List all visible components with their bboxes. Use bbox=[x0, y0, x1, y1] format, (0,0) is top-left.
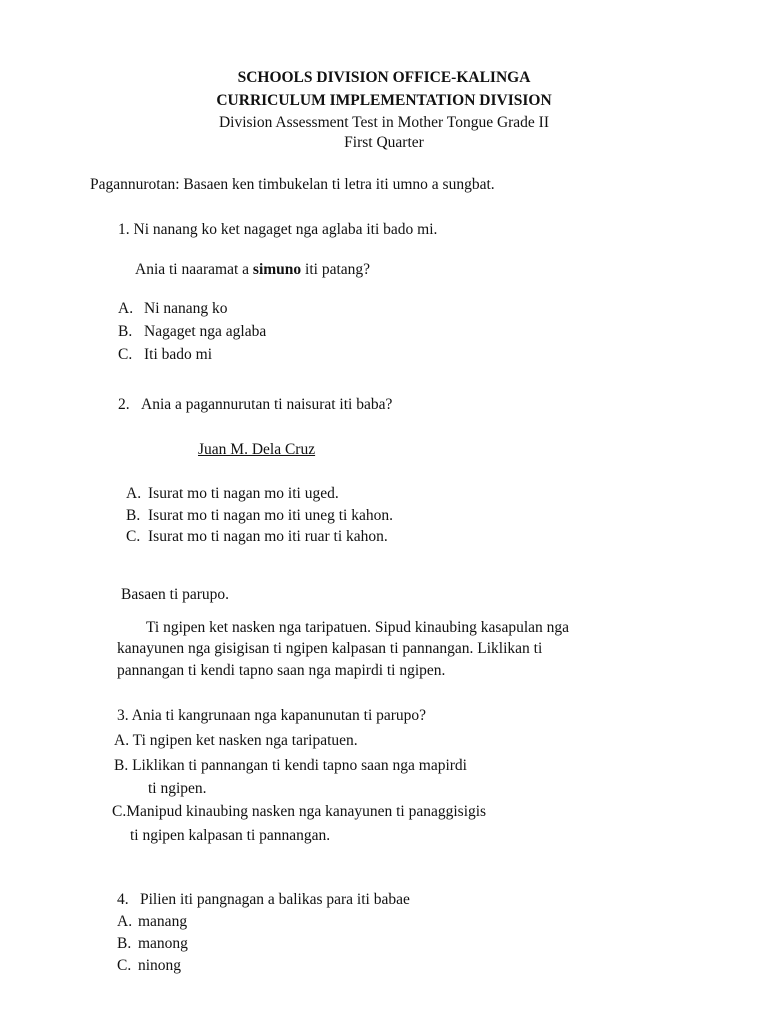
question-1-prompt bbox=[135, 260, 370, 280]
question-2-text: Ania a pagannurutan ti naisurat iti baba? bbox=[141, 396, 393, 413]
choice-letter: C. bbox=[126, 528, 141, 545]
choice-letter: A. bbox=[126, 485, 142, 502]
question-4-choice-a[interactable] bbox=[117, 912, 187, 932]
question-2-choice-a[interactable] bbox=[126, 484, 339, 504]
choice-letter: A. bbox=[118, 300, 134, 317]
reading-title: Basaen ti parupo. bbox=[121, 586, 230, 603]
question-1-prompt-keyword: simuno bbox=[252, 261, 302, 278]
choice-text: Isurat mo ti nagan mo iti ruar ti kahon. bbox=[148, 528, 388, 545]
reading-line-3: pannangan ti kendi tapno saan nga mapirdi ti ngipen. bbox=[117, 662, 446, 679]
question-1 bbox=[118, 220, 437, 240]
choice-text: Isurat mo ti nagan mo iti uged. bbox=[148, 485, 339, 502]
question-1-choice-c[interactable] bbox=[118, 345, 212, 365]
choice-letter: C. bbox=[117, 957, 132, 974]
question-2 bbox=[118, 395, 392, 415]
question-1-choice-b[interactable] bbox=[118, 322, 266, 342]
question-4-choice-b[interactable] bbox=[117, 934, 188, 954]
reading-line-2: kanayunen nga gisigisan ti ngipen kalpasan ti pannangan. Liklikan ti bbox=[117, 640, 543, 657]
question-3-choice-a[interactable]: A. Ti ngipen ket nasken nga taripatuen. bbox=[114, 732, 358, 749]
question-2-choice-b[interactable] bbox=[126, 506, 393, 526]
choice-text: manong bbox=[138, 935, 188, 952]
header-school-division: SCHOOLS DIVISION OFFICE-KALINGA bbox=[237, 69, 531, 86]
choice-letter: B. bbox=[117, 935, 132, 952]
question-3-choice-c[interactable]: C.Manipud kinaubing nasken nga kanayunen ti panaggisigis bbox=[112, 803, 487, 820]
header-curriculum-division: CURRICULUM IMPLEMENTATION DIVISION bbox=[216, 92, 552, 109]
question-1-text: Ni nanang ko ket nagaget nga aglaba iti bado mi. bbox=[133, 221, 438, 238]
question-1-prompt-after: iti patang? bbox=[301, 261, 371, 278]
choice-text: ninong bbox=[138, 957, 182, 974]
question-2-number: 2. bbox=[118, 396, 130, 413]
question-3-choice-b-cont[interactable]: ti ngipen. bbox=[148, 780, 207, 797]
question-1-prompt-before: Ania ti naaramat a bbox=[135, 261, 253, 278]
reading-line-1: Ti ngipen ket nasken nga taripatuen. Sipud kinaubing kasapulan nga bbox=[146, 619, 570, 636]
sample-name: Juan M. Dela Cruz bbox=[198, 441, 316, 458]
question-4-choice-c[interactable] bbox=[117, 956, 181, 976]
choice-text: Nagaget nga aglaba bbox=[144, 323, 267, 340]
choice-letter: B. bbox=[118, 323, 133, 340]
question-3-choice-b[interactable]: B. Liklikan ti pannangan ti kendi tapno saan nga mapirdi bbox=[114, 757, 467, 774]
choice-text: Isurat mo ti nagan mo iti uneg ti kahon. bbox=[148, 507, 393, 524]
choice-letter: A. bbox=[117, 913, 133, 930]
instructions: Pagannurotan: Basaen ken timbukelan ti letra iti umno a sungbat. bbox=[90, 176, 495, 193]
question-1-choice-a[interactable] bbox=[118, 299, 228, 319]
header-test-title: Division Assessment Test in Mother Tongue Grade II bbox=[218, 114, 550, 131]
choice-letter: B. bbox=[126, 507, 141, 524]
question-4-text: Pilien iti pangnagan a balikas para iti babae bbox=[140, 891, 410, 908]
question-2-choice-c[interactable] bbox=[126, 527, 388, 547]
header-quarter: First Quarter bbox=[344, 134, 424, 151]
question-1-number: 1. bbox=[118, 221, 130, 238]
choice-text: Ni nanang ko bbox=[144, 300, 228, 317]
choice-text: manang bbox=[138, 913, 188, 930]
choice-letter: C. bbox=[118, 346, 133, 363]
question-4 bbox=[117, 890, 410, 910]
question-3-choice-c-cont[interactable]: ti ngipen kalpasan ti pannangan. bbox=[130, 827, 331, 844]
question-3: 3. Ania ti kangrunaan nga kapanunutan ti parupo? bbox=[117, 707, 427, 724]
choice-text: Iti bado mi bbox=[144, 346, 213, 363]
question-4-number: 4. bbox=[117, 891, 129, 908]
